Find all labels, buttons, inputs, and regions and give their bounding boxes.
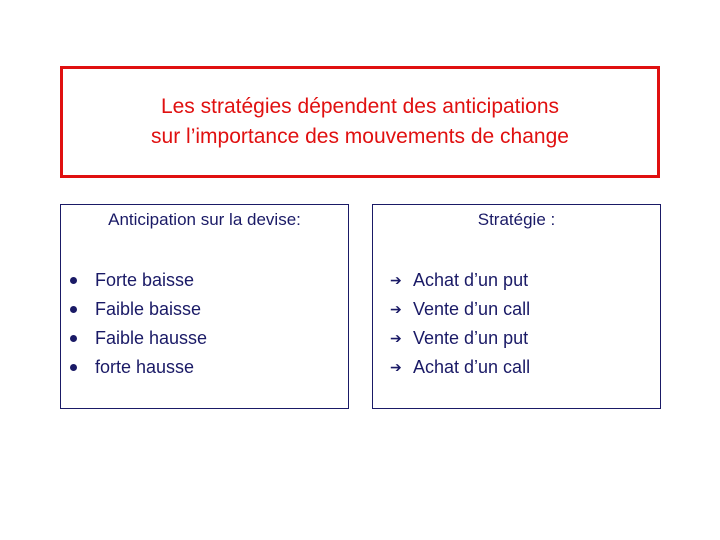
list-item — [373, 266, 660, 295]
strategie-list — [373, 266, 660, 382]
arrow-right-icon: ➔ — [390, 272, 402, 288]
list-item — [373, 353, 660, 382]
anticipation-item-label: Faible hausse — [95, 328, 208, 348]
anticipation-item-label: forte hausse — [95, 357, 195, 377]
arrow-right-icon: ➔ — [390, 359, 402, 375]
bullet-icon — [70, 335, 77, 342]
bullet-icon — [70, 364, 77, 371]
anticipation-panel — [60, 204, 349, 409]
list-item — [373, 324, 660, 353]
title-line-1: Les stratégies dépendent des anticipations — [160, 95, 560, 118]
strategie-item-label: Vente d’un call — [413, 299, 531, 319]
arrow-right-icon: ➔ — [390, 330, 402, 346]
list-item — [61, 353, 348, 382]
anticipation-heading: Anticipation sur la devise: — [108, 210, 301, 229]
bullet-icon — [70, 306, 77, 313]
list-item — [61, 324, 348, 353]
arrow-right-icon: ➔ — [390, 301, 402, 317]
title-line-2: sur l’importance des mouvements de change — [151, 125, 569, 148]
strategie-panel — [372, 204, 661, 409]
strategie-item-label: Achat d’un call — [413, 357, 531, 377]
anticipation-list — [61, 266, 348, 382]
bullet-icon — [70, 277, 77, 284]
title-box — [60, 66, 660, 178]
anticipation-item-label: Faible baisse — [95, 299, 202, 319]
list-item — [61, 295, 348, 324]
strategie-heading: Stratégie : — [477, 210, 556, 229]
list-item — [61, 266, 348, 295]
strategie-item-label: Vente d’un put — [413, 328, 529, 348]
strategie-item-label: Achat d’un put — [413, 270, 529, 290]
anticipation-item-label: Forte baisse — [95, 270, 195, 290]
list-item — [373, 295, 660, 324]
